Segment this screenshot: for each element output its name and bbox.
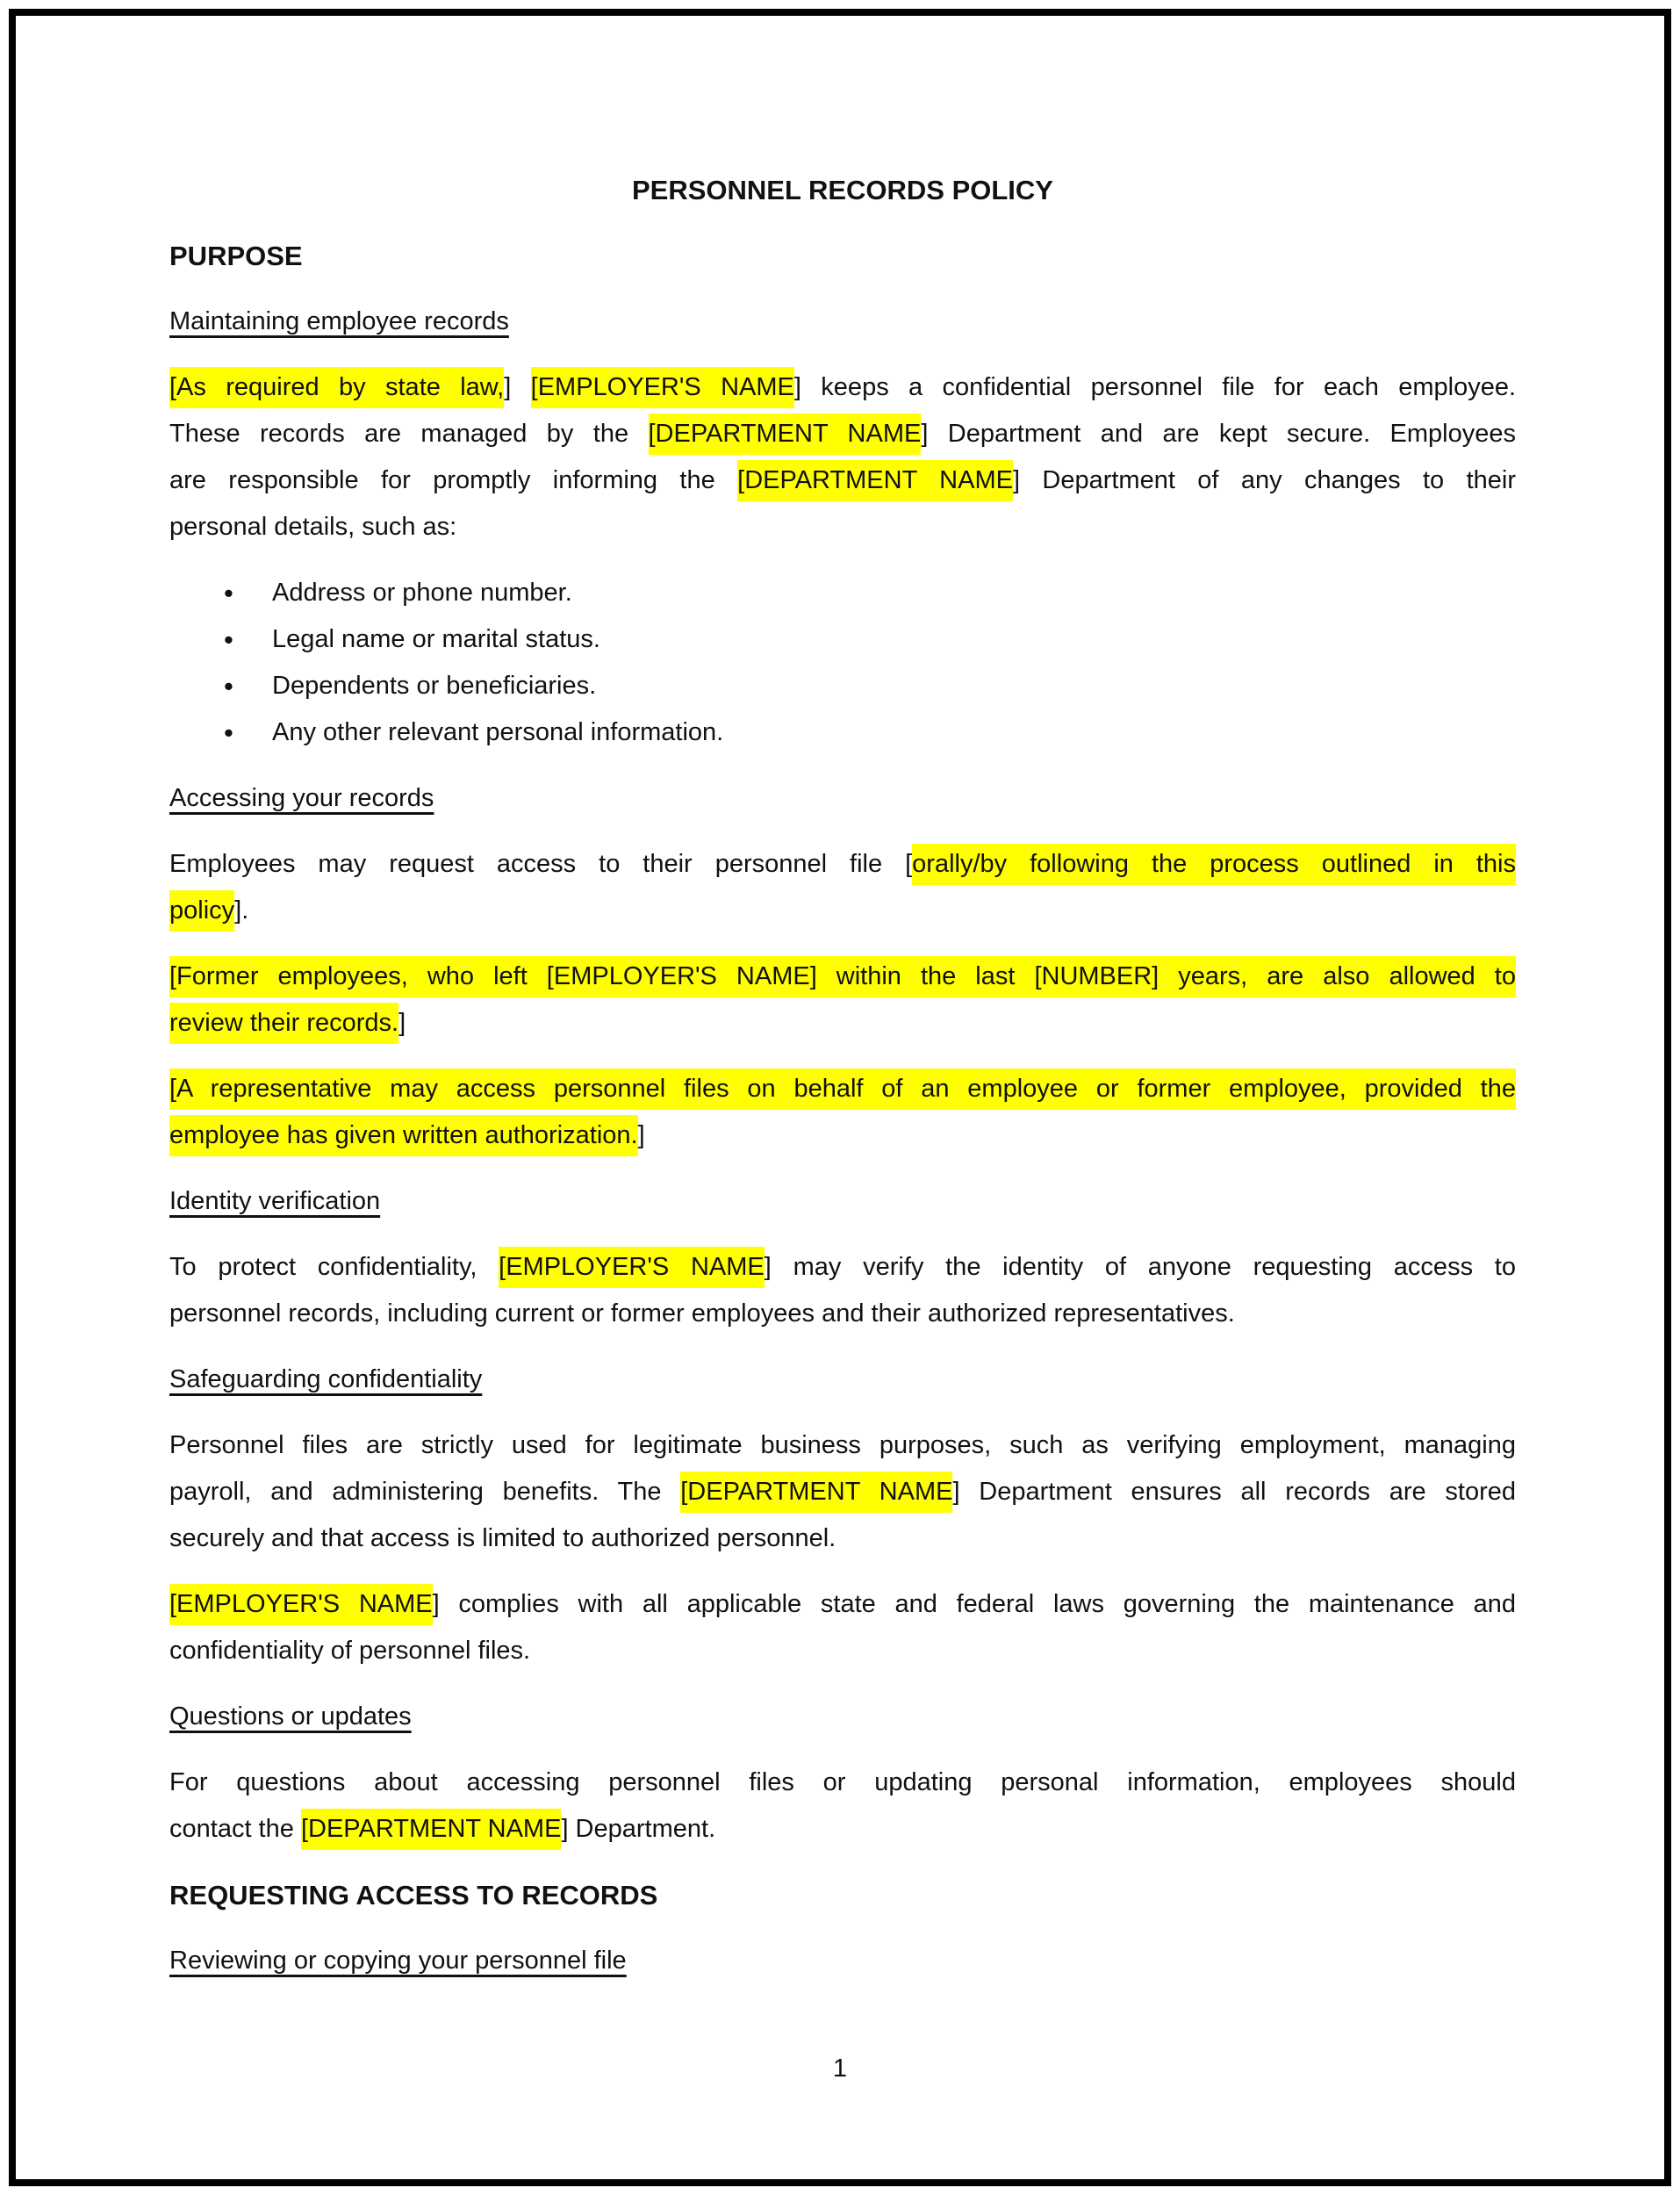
document-title: PERSONNEL RECORDS POLICY xyxy=(631,175,1053,205)
paragraph-line xyxy=(169,1581,1516,1628)
placeholder-highlight: review their records. xyxy=(169,1003,398,1044)
paragraph-text: contact the xyxy=(169,1815,301,1843)
paragraph xyxy=(169,1581,1516,1674)
placeholder-highlight: [EMPLOYER'S NAME xyxy=(531,367,794,408)
paragraph-line xyxy=(169,1515,1516,1562)
paragraph-line xyxy=(169,888,1516,934)
paragraph-text: ] complies with all applicable state and federal laws governing the maintenance and xyxy=(432,1590,1516,1618)
paragraph xyxy=(169,954,1516,1047)
paragraph-line xyxy=(169,1469,1516,1515)
paragraph xyxy=(169,1760,1516,1853)
bullet-icon: • xyxy=(224,624,233,655)
paragraph-line xyxy=(169,1422,1516,1469)
paragraph-line xyxy=(169,411,1516,457)
bullet-text: Dependents or beneficiaries. xyxy=(272,672,597,700)
placeholder-highlight: [EMPLOYER'S NAME xyxy=(499,1247,765,1288)
placeholder-highlight: orally/by following the process outlined in this xyxy=(912,844,1516,885)
paragraph-text: For questions about accessing personnel files or updating personal information, employees should xyxy=(169,1768,1516,1796)
paragraph xyxy=(169,364,1516,551)
placeholder-highlight: [EMPLOYER'S NAME xyxy=(169,1584,433,1625)
paragraph-text: confidentiality of personnel files. xyxy=(169,1637,531,1665)
subsection-heading: Reviewing or copying your personnel file xyxy=(169,1947,627,1975)
paragraph-text: ] Department ensures all records are stored xyxy=(952,1478,1517,1506)
paragraph-text: ] keeps a confidential personnel file for each employee. xyxy=(793,373,1517,401)
section-heading: REQUESTING ACCESS TO RECORDS xyxy=(169,1880,658,1911)
bullet-item xyxy=(169,663,1516,709)
subsection-heading: Identity verification xyxy=(169,1187,381,1215)
paragraph-text: To protect confidentiality, xyxy=(169,1253,499,1281)
paragraph-text: personnel records, including current or former employees and their authorized representatives. xyxy=(169,1299,1235,1328)
paragraph-line xyxy=(169,954,1516,1000)
bullet-text: Legal name or marital status. xyxy=(272,625,600,653)
paragraph-line xyxy=(169,1066,1516,1112)
paragraph xyxy=(169,1066,1516,1159)
section-heading: PURPOSE xyxy=(169,241,303,271)
paragraph-text: personal details, such as: xyxy=(169,513,457,541)
bullet-item xyxy=(169,570,1516,616)
placeholder-highlight: [A representative may access personnel files on behalf of an employee or former employee, provided the xyxy=(169,1069,1516,1110)
page-number: 1 xyxy=(832,2055,848,2083)
paragraph-text: securely and that access is limited to authorized personnel. xyxy=(169,1524,836,1552)
paragraph-text: ] xyxy=(504,373,531,401)
paragraph-line xyxy=(169,1112,1516,1159)
document-content xyxy=(169,167,1516,2004)
bullet-item xyxy=(169,709,1516,756)
paragraph-text: ] xyxy=(398,1009,406,1037)
paragraph xyxy=(169,1422,1516,1562)
paragraph-line xyxy=(169,1244,1516,1291)
paragraph-line xyxy=(169,1291,1516,1337)
paragraph-text: Employees may request access to their personnel file [ xyxy=(169,850,913,878)
placeholder-highlight: policy xyxy=(169,890,234,932)
paragraph-line xyxy=(169,504,1516,551)
bullet-text: Address or phone number. xyxy=(272,579,572,607)
subsection-heading: Accessing your records xyxy=(169,784,434,812)
paragraph-text: Personnel files are strictly used for legitimate business purposes, such as verifying employment, managing xyxy=(169,1431,1516,1459)
paragraph-text: ] Department of any changes to their xyxy=(1012,466,1516,494)
placeholder-highlight: [DEPARTMENT NAME xyxy=(737,460,1013,501)
paragraph-line xyxy=(169,364,1516,411)
paragraph-line xyxy=(169,841,1516,888)
paragraph-text: payroll, and administering benefits. The xyxy=(169,1478,681,1506)
paragraph-text: ] Department. xyxy=(561,1815,716,1843)
bullet-icon: • xyxy=(224,578,233,608)
placeholder-highlight: [As required by state law, xyxy=(169,367,504,408)
placeholder-highlight: [DEPARTMENT NAME xyxy=(649,414,922,455)
paragraph-line xyxy=(169,1628,1516,1674)
subsection-heading: Safeguarding confidentiality xyxy=(169,1365,483,1393)
paragraph-text: ] Department and are kept secure. Employees xyxy=(921,420,1516,448)
paragraph-line xyxy=(169,1000,1516,1047)
paragraph-text: ]. xyxy=(234,896,249,925)
placeholder-highlight: [DEPARTMENT NAME xyxy=(680,1472,952,1513)
placeholder-highlight: [DEPARTMENT NAME xyxy=(301,1809,562,1850)
placeholder-highlight: [Former employees, who left [EMPLOYER'S NAME] within the last [NUMBER] years, are also allowed to xyxy=(169,956,1516,997)
bullet-icon: • xyxy=(224,671,233,702)
paragraph-line xyxy=(169,1760,1516,1806)
paragraph-text: These records are managed by the xyxy=(169,420,649,448)
paragraph-text: are responsible for promptly informing the xyxy=(169,466,738,494)
paragraph xyxy=(169,841,1516,934)
paragraph xyxy=(169,1244,1516,1337)
paragraph-line xyxy=(169,457,1516,504)
subsection-heading: Questions or updates xyxy=(169,1702,412,1731)
paragraph-text: ] may verify the identity of anyone requesting access to xyxy=(764,1253,1516,1281)
paragraph-text: ] xyxy=(637,1121,645,1149)
bullet-list xyxy=(169,570,1516,756)
bullet-text: Any other relevant personal information. xyxy=(272,718,724,746)
bullet-icon: • xyxy=(224,717,233,748)
subsection-heading: Maintaining employee records xyxy=(169,307,509,335)
bullet-item xyxy=(169,616,1516,663)
placeholder-highlight: employee has given written authorization. xyxy=(169,1115,638,1156)
paragraph-line xyxy=(169,1806,1516,1853)
